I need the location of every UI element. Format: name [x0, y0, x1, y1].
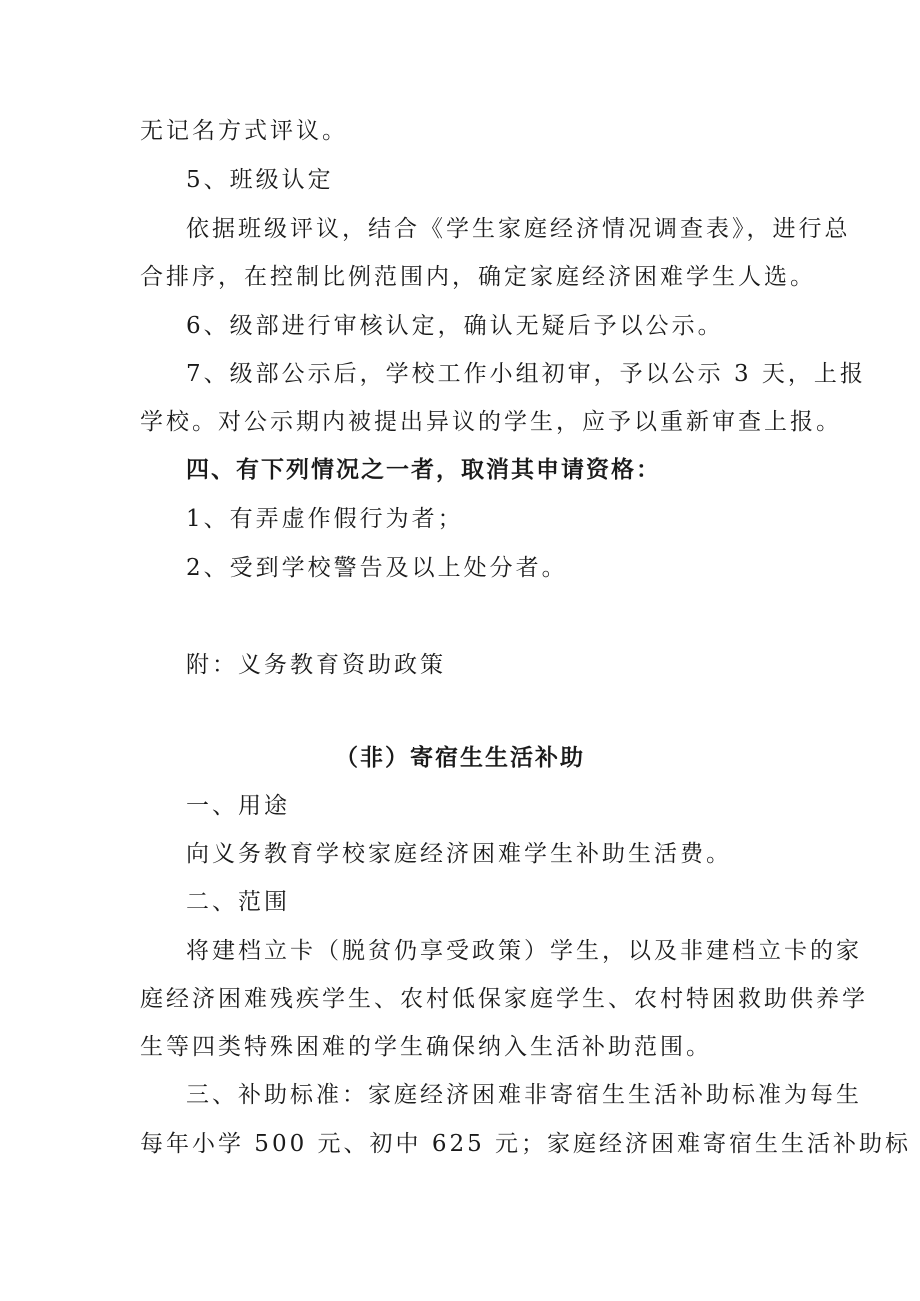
list-item: 2、受到学校警告及以上处分者。	[186, 555, 568, 581]
paragraph-line: 向义务教育学校家庭经济困难学生补助生活费。	[186, 841, 732, 867]
paragraph-line: 6、级部进行审核认定，确认无疑后予以公示。	[186, 313, 724, 339]
paragraph-line: 三、补助标准：家庭经济困难非寄宿生生活补助标准为每生	[186, 1082, 862, 1108]
paragraph-line: 将建档立卡（脱贫仍享受政策）学生，以及非建档立卡的家	[186, 938, 862, 964]
section-heading-class-confirmation: 5、班级认定	[186, 167, 334, 193]
section-heading-scope: 二、范围	[186, 889, 290, 915]
paragraph-line: 依据班级评议，结合《学生家庭经济情况调查表》，进行总	[186, 216, 851, 242]
section-heading-purpose: 一、用途	[186, 793, 290, 819]
paragraph-line: 庭经济困难残疾学生、农村低保家庭学生、农村特困救助供养学	[140, 986, 868, 1012]
paragraph-line: 生等四类特殊困难的学生确保纳入生活补助范围。	[140, 1034, 712, 1060]
paragraph-line: 学校。对公示期内被提出异议的学生，应予以重新审查上报。	[140, 409, 842, 435]
section-heading-disqualification: 四、有下列情况之一者，取消其申请资格：	[186, 457, 661, 483]
list-item: 1、有弄虚作假行为者；	[186, 506, 464, 532]
attachment-label: 附：义务教育资助政策	[186, 652, 446, 678]
paragraph-line: 7、级部公示后，学校工作小组初审，予以公示 3 天，上报	[186, 361, 866, 387]
paragraph-line: 合排序，在控制比例范围内，确定家庭经济困难学生人选。	[140, 264, 816, 290]
page-title: （非）寄宿生生活补助	[335, 745, 585, 771]
paragraph-line: 每年小学 500 元、初中 625 元；家庭经济困难寄宿生生活补助标	[140, 1131, 912, 1157]
paragraph-line: 无记名方式评议。	[140, 118, 348, 144]
